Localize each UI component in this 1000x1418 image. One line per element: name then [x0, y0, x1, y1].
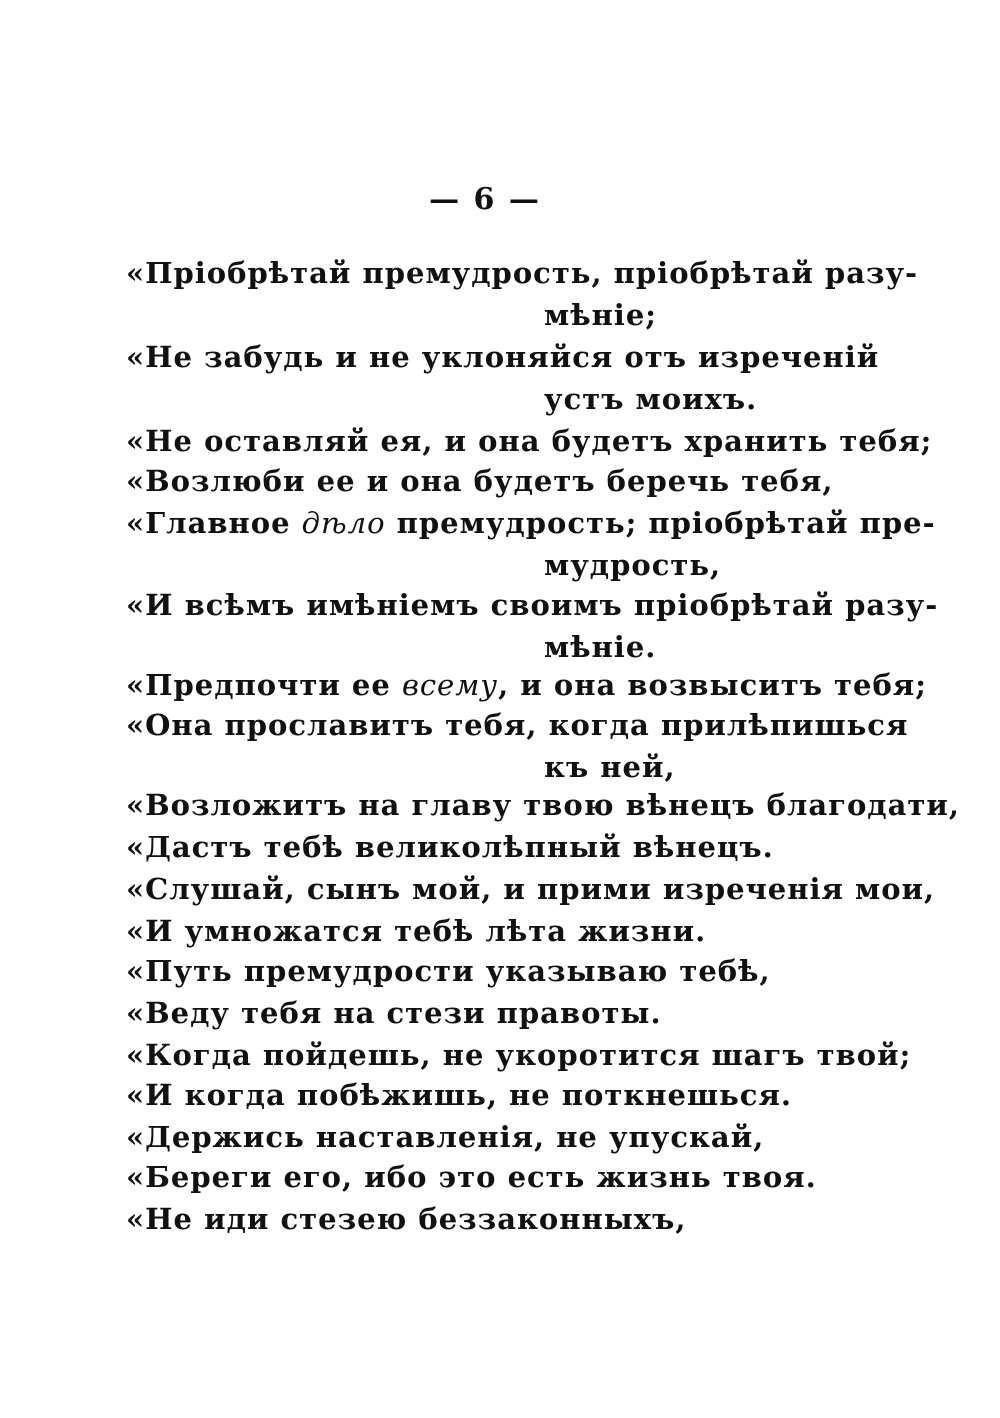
verse-line [126, 1034, 912, 1076]
verse-text: «И умножатся тебѣ лѣта жизни. [126, 914, 707, 948]
verse-line [126, 502, 936, 586]
verse-line [126, 1116, 840, 1158]
italic-word: дѣло [301, 506, 386, 540]
page-number: — 6 — [429, 182, 541, 217]
verse-line [126, 826, 840, 868]
verse-text: «Береги его, ибо это есть жизнь твоя. [126, 1160, 817, 1194]
verse-text: «Дастъ тебѣ великолѣпный вѣнецъ. [126, 830, 774, 864]
verse-continuation: устъ моихъ. [544, 382, 758, 416]
verse-line [126, 664, 927, 706]
verse-line [126, 1074, 840, 1116]
verse-line [126, 584, 939, 668]
verse-line [126, 910, 840, 952]
italic-word: всему [401, 668, 499, 702]
verse-continuation: мудрость, [544, 548, 722, 582]
verse-text: «Слушай, сынъ мой, и прими изреченія мои, [126, 872, 936, 906]
verse-text: «Она прославитъ тебя, когда прилѣпишься [126, 708, 909, 742]
verse-line [126, 336, 880, 420]
verse-line [126, 704, 909, 788]
verse-text: «Возложитъ на главу твою вѣнецъ благодати, [126, 788, 960, 822]
verse-text: «Когда пойдешь, не укоротится шагъ твой; [126, 1038, 912, 1072]
verse-text: «Возлюби ее и она будетъ беречь тебя, [126, 464, 834, 498]
verse-line [126, 420, 933, 462]
verse-text: «Не забудь и не уклоняйся отъ изреченій [126, 340, 880, 374]
verse-text: «Держись наставленія, не упускай, [126, 1120, 765, 1154]
verse-text: «И когда побѣжишь, не поткнешься. [126, 1078, 792, 1112]
verse-text: «Не оставляй ея, и она будетъ хранить тебя; [126, 424, 933, 458]
verse-text-end: , и она возвыситъ тебя; [498, 668, 927, 702]
verse-text: «И всѣмъ имѣніемъ своимъ пріобрѣтай разу- [126, 588, 939, 622]
verse-continuation: мѣніе. [544, 630, 657, 664]
verse-text: «Не иди стезею беззаконныхъ, [126, 1202, 687, 1236]
verse-text-start: «Главное [126, 506, 302, 540]
verse-line [126, 252, 919, 336]
verse-text: «Веду тебя на стези правоты. [126, 996, 662, 1030]
verse-text: «Путь премудрости указываю тебѣ, [126, 954, 771, 988]
verse-line [126, 868, 936, 910]
verse-text [126, 502, 936, 544]
verse-line [126, 950, 840, 992]
verse-line [126, 784, 960, 826]
verse-continuation: къ ней, [544, 750, 676, 784]
verse-line [126, 992, 840, 1034]
verse-line [126, 1198, 840, 1240]
verse-text-start: «Предпочти ее [126, 668, 402, 702]
verse-text: «Пріобрѣтай премудрость, пріобрѣтай разу- [126, 256, 919, 290]
verse-text-end: премудрость; пріобрѣтай пре- [385, 506, 936, 540]
verse-continuation: мѣніе; [544, 298, 657, 332]
verse-line [126, 460, 840, 502]
verse-line [126, 1156, 840, 1198]
verse-text [126, 664, 927, 706]
